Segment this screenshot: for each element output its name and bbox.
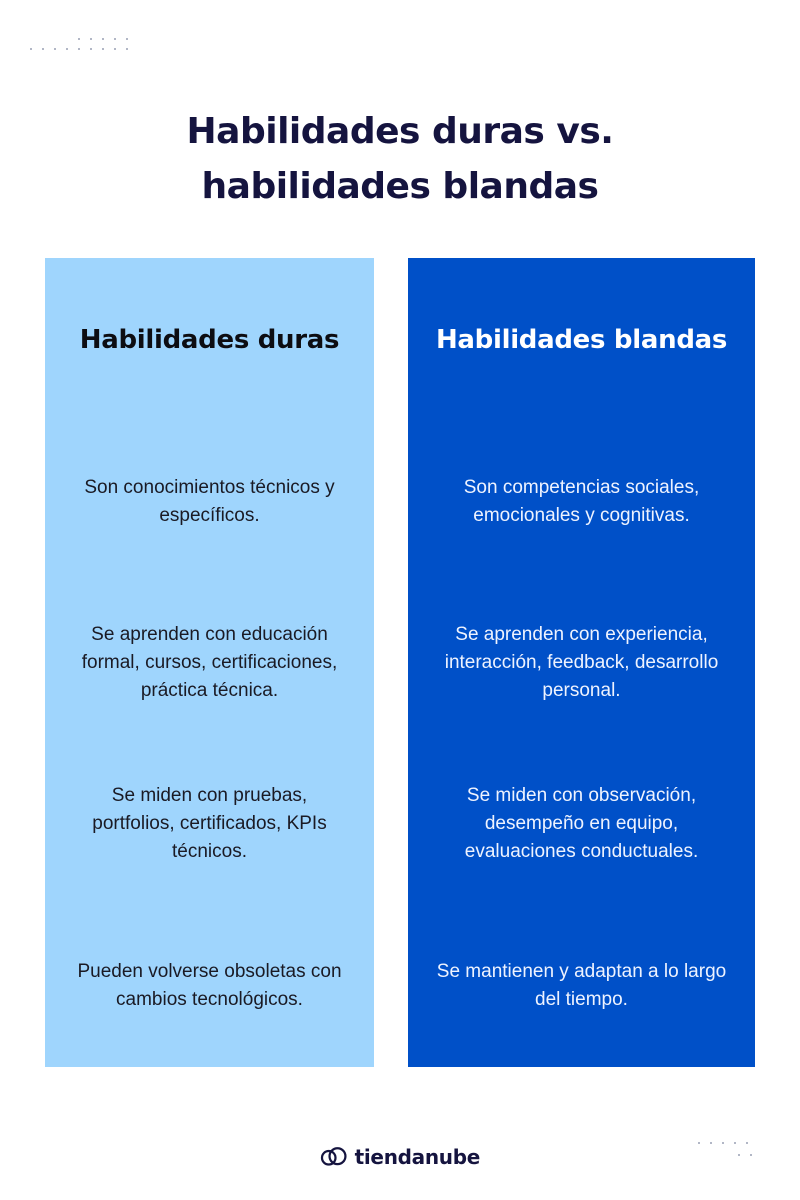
- item-line: portfolios, certificados, KPIs: [92, 813, 327, 834]
- tiendanube-cloud-icon: [320, 1143, 349, 1171]
- item-line: específicos.: [159, 505, 260, 526]
- hard-skills-item-definition: [55, 474, 364, 530]
- item-line: Se miden con pruebas,: [111, 785, 308, 806]
- item-line: personal.: [542, 680, 621, 701]
- item-line: evaluaciones conductuales.: [464, 841, 699, 862]
- hard-skills-item-learning: [55, 621, 364, 705]
- item-line: interacción, feedback, desarrollo: [444, 652, 719, 673]
- item-line: Se aprenden con educación: [91, 624, 328, 645]
- decorative-dots-bottom-right: [698, 1142, 758, 1158]
- item-line: cambios tecnológicos.: [116, 989, 303, 1010]
- item-line: desempeño en equipo,: [484, 813, 679, 834]
- soft-skills-heading: Habilidades blandas: [435, 325, 728, 355]
- hard-skills-item-measurement: [55, 782, 364, 866]
- item-line: Son competencias sociales,: [463, 477, 700, 498]
- hard-skills-column: [45, 258, 374, 1067]
- item-line: formal, cursos, certificaciones,: [81, 652, 338, 673]
- soft-skills-item-learning: [418, 621, 745, 705]
- brand-name: tiendanube: [354, 1145, 480, 1169]
- item-line: Se miden con observación,: [466, 785, 697, 806]
- soft-skills-item-longevity: [418, 958, 745, 1014]
- hard-skills-heading: Habilidades duras: [79, 325, 340, 355]
- item-line: práctica técnica.: [140, 680, 279, 701]
- decorative-dots-top-left: [30, 38, 130, 52]
- soft-skills-item-measurement: [418, 782, 745, 866]
- item-line: Se mantienen y adaptan a lo largo: [436, 961, 727, 982]
- soft-skills-column: [408, 258, 755, 1067]
- item-line: Son conocimientos técnicos y: [84, 477, 335, 498]
- page-title: [0, 104, 800, 214]
- page-title-line-2: habilidades blandas: [201, 166, 599, 207]
- hard-skills-item-longevity: [55, 958, 364, 1014]
- soft-skills-item-definition: [418, 474, 745, 530]
- brand-logo: [320, 1140, 480, 1174]
- item-line: Se aprenden con experiencia,: [455, 624, 708, 645]
- page-title-line-1: Habilidades duras vs.: [186, 111, 614, 152]
- item-line: técnicos.: [172, 841, 247, 862]
- item-line: Pueden volverse obsoletas con: [77, 961, 342, 982]
- item-line: emocionales y cognitivas.: [473, 505, 690, 526]
- item-line: del tiempo.: [535, 989, 628, 1010]
